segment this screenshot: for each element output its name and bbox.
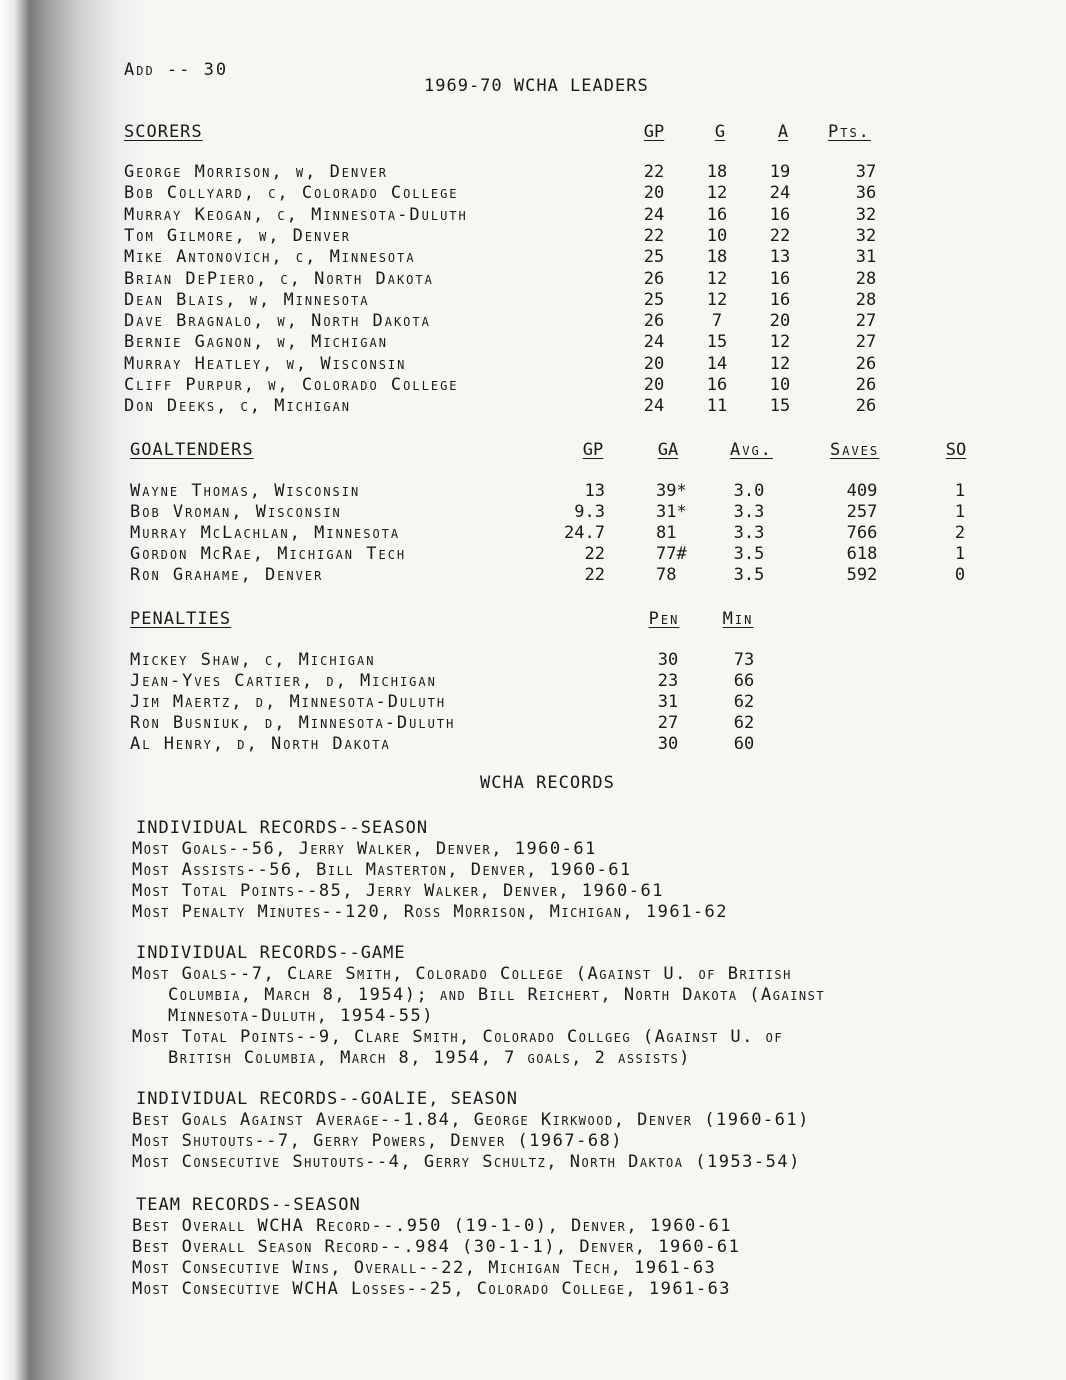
record-line: Most Total Points--85, Jerry Walker, Denver, 1960-61 [132,881,664,901]
scorer-goals: 18 [706,162,728,182]
goaltender-row [0,523,1066,544]
scorer-gp: 24 [643,332,665,353]
goaltender-avg: 3.5 [733,544,765,564]
goaltenders-col-so: SO [945,440,967,460]
goaltender-row [0,502,1066,523]
goaltender-name: Gordon McRae, Michigan Tech [130,544,407,564]
record-section-heading: INDIVIDUAL RECORDS--GAME [136,943,406,963]
scorer-row [0,354,1066,375]
scorer-goals: 10 [706,225,728,246]
scorer-assists: 19 [769,162,791,182]
penalty-row [0,734,1066,755]
scorer-row [0,162,1066,183]
scorer-goals: 12 [706,183,728,204]
scorer-assists: 16 [769,289,791,310]
penalty-count: 30 [657,650,679,670]
penalty-count: 23 [657,671,679,691]
penalty-count: 31 [657,692,679,712]
scorers-col-g: G [714,122,726,142]
scorer-goals: 12 [706,268,728,289]
penalty-minutes: 60 [733,734,755,754]
scorer-gp: 24 [643,204,665,225]
scorer-row [0,375,1066,396]
goaltenders-col-ga: GA [657,440,679,460]
penalty-player-name: Mickey Shaw, c, Michigan [130,650,376,670]
scorer-points: 27 [855,311,877,332]
scorer-name: Cliff Purpur, w, Colorado College [124,375,459,395]
record-line: Best Overall Season Record--.984 (30-1-1), Denver, 1960-61 [132,1237,741,1257]
scorer-name: Don Deeks, c, Michigan [124,396,352,417]
scorer-name: Dave Bragnalo, w, North Dakota [124,311,431,332]
scorer-goals: 7 [711,311,723,332]
scorer-row [0,290,1066,311]
penalty-minutes: 62 [733,692,755,712]
goaltender-name: Wayne Thomas, Wisconsin [130,481,361,501]
record-line: Most Consecutive Shutouts--4, Gerry Schultz, North Daktoa (1953-54) [132,1152,801,1172]
scorer-assists: 15 [769,396,791,417]
goaltender-avg: 3.3 [733,502,765,522]
record-line: Most Total Points--9, Clare Smith, Colorado Collgeg (Against U. of [132,1027,784,1047]
goaltender-ga: 39* [656,481,687,501]
goaltenders-col-saves: Saves [830,440,880,460]
record-line: Columbia, March 8, 1954); and Bill Reichert, North Dakota (Against [168,985,826,1005]
scorer-points: 36 [855,183,877,204]
scorer-row [0,183,1066,204]
scorer-name: Murray Keogan, c, Minnesota-Duluth [124,204,468,225]
scorer-assists: 22 [769,225,791,246]
penalty-player-name: Jim Maertz, d, Minnesota-Duluth [130,692,447,712]
record-line: Minnesota-Duluth, 1954-55) [168,1006,434,1026]
goaltender-saves: 766 [846,523,878,543]
scorer-gp: 20 [643,183,665,204]
scorer-row [0,205,1066,226]
goaltenders-col-avg: Avg. [730,440,773,460]
goaltender-shutouts: 1 [954,481,966,501]
scorer-points: 28 [855,289,877,310]
scorer-goals: 11 [706,396,728,417]
scorer-name: Dean Blais, w, Minnesota [124,289,370,310]
goaltender-shutouts: 2 [954,523,966,543]
scorer-points: 28 [855,268,877,289]
goaltenders-col-gp: GP [582,440,604,460]
penalty-row [0,713,1066,734]
goaltender-row [0,565,1066,586]
goaltender-name: Ron Grahame, Denver [130,565,324,585]
penalty-row [0,671,1066,692]
goaltender-gp: 22 [584,544,605,564]
scorer-points: 27 [855,332,877,353]
goaltender-shutouts: 1 [954,502,966,522]
goaltender-saves: 409 [846,481,878,501]
scorer-gp: 20 [643,375,665,395]
scorer-row [0,396,1066,417]
goaltenders-heading: GOALTENDERS [130,440,254,460]
penalty-player-name: Al Henry, d, North Dakota [130,734,391,754]
scorer-gp: 26 [643,268,665,289]
scorer-points: 31 [855,247,877,268]
scorers-col-a: A [777,122,789,142]
goaltender-shutouts: 1 [954,544,966,564]
scorers-col-gp: GP [643,122,665,142]
record-line: Most Shutouts--7, Gerry Powers, Denver (1967-68) [132,1131,624,1151]
scorer-assists: 13 [769,247,791,268]
scorer-row [0,269,1066,290]
goaltender-saves: 618 [846,544,878,564]
scorer-row [0,247,1066,268]
scorer-gp: 26 [643,311,665,332]
record-line: Most Penalty Minutes--120, Ross Morrison, Michigan, 1961-62 [132,902,729,922]
scorer-goals: 16 [706,375,728,395]
goaltender-saves: 257 [846,502,878,522]
scorer-assists: 24 [769,183,791,204]
records-title: WCHA RECORDS [480,773,615,793]
scorer-gp: 22 [643,225,665,246]
goaltender-saves: 592 [846,565,878,585]
goaltender-gp: 9.3 [574,502,605,522]
scorers-heading: SCORERS [124,122,203,142]
scorer-name: Murray Heatley, w, Wisconsin [124,353,407,374]
record-line: Most Goals--7, Clare Smith, Colorado College (Against U. of British [132,964,792,984]
scorer-name: Brian DePiero, c, North Dakota [124,268,434,289]
scorer-row [0,332,1066,353]
penalty-minutes: 62 [733,713,755,733]
scorer-name: Bob Collyard, c, Colorado College [124,183,459,204]
penalty-count: 30 [657,734,679,754]
goaltender-row [0,544,1066,565]
scorer-points: 32 [855,204,877,225]
scorer-name: George Morrison, w, Denver [124,162,388,182]
goaltender-ga: 31* [656,502,687,522]
penalties-col-pen: Pen [648,609,680,629]
record-line: Best Overall WCHA Record--.950 (19-1-0), Denver, 1960-61 [132,1216,732,1236]
record-line: British Columbia, March 8, 1954, 7 goals, 2 assists) [168,1048,691,1068]
penalties-heading: PENALTIES [130,609,232,629]
goaltender-avg: 3.0 [733,481,765,501]
goaltender-gp: 22 [584,565,605,585]
goaltender-name: Bob Vroman, Wisconsin [130,502,342,522]
scorer-points: 26 [855,375,877,395]
record-line: Most Consecutive WCHA Losses--25, Colorado College, 1961-63 [132,1279,732,1299]
penalty-minutes: 66 [733,671,755,691]
record-line: Most Consecutive Wins, Overall--22, Michigan Tech, 1961-63 [132,1258,717,1278]
scorer-gp: 25 [643,289,665,310]
penalty-player-name: Ron Busniuk, d, Minnesota-Duluth [130,713,456,733]
penalty-count: 27 [657,713,679,733]
scorer-gp: 22 [643,162,665,182]
goaltender-name: Murray McLachlan, Minnesota [130,523,401,543]
record-section-heading: INDIVIDUAL RECORDS--SEASON [136,818,429,838]
scorer-points: 26 [855,353,877,374]
scorer-gp: 20 [643,353,665,374]
scorer-name: Mike Antonovich, c, Minnesota [124,247,416,268]
record-section-heading: INDIVIDUAL RECORDS--GOALIE, SEASON [136,1089,518,1109]
penalty-player-name: Jean-Yves Cartier, d, Michigan [130,671,437,691]
record-line: Best Goals Against Average--1.84, George Kirkwood, Denver (1960-61) [132,1110,810,1130]
goaltender-row [0,481,1066,502]
scorer-goals: 15 [706,332,728,353]
scorer-assists: 10 [769,375,791,395]
penalty-row [0,692,1066,713]
scorer-assists: 20 [769,311,791,332]
scorer-assists: 12 [769,353,791,374]
record-section-heading: TEAM RECORDS--SEASON [136,1195,361,1215]
scorer-goals: 12 [706,289,728,310]
scorer-name: Bernie Gagnon, w, Michigan [124,332,388,353]
scorers-col-pts: Pts. [828,122,871,142]
scorer-goals: 18 [706,247,728,268]
scorer-row [0,226,1066,247]
scorer-goals: 14 [706,353,728,374]
record-line: Most Assists--56, Bill Masterton, Denver, 1960-61 [132,860,632,880]
goaltender-avg: 3.3 [733,523,765,543]
page-title: 1969-70 WCHA LEADERS [424,76,649,96]
scorer-points: 37 [855,162,877,182]
scorer-assists: 16 [769,204,791,225]
scorer-assists: 12 [769,332,791,353]
penalty-minutes: 73 [733,650,755,670]
goaltender-ga: 78 [656,565,677,585]
goaltender-ga: 81 [656,523,677,543]
scorer-goals: 16 [706,204,728,225]
scorer-row [0,311,1066,332]
scorer-gp: 24 [643,396,665,417]
record-line: Most Goals--56, Jerry Walker, Denver, 1960-61 [132,839,597,859]
goaltender-avg: 3.5 [733,565,765,585]
scorer-assists: 16 [769,268,791,289]
penalties-col-min: Min [722,609,754,629]
goaltender-ga: 77# [656,544,687,564]
scorer-gp: 25 [643,247,665,268]
penalty-row [0,650,1066,671]
scorer-points: 32 [855,225,877,246]
goaltender-shutouts: 0 [954,565,966,585]
page-number-label: Add -- 30 [124,60,229,80]
scorer-name: Tom Gilmore, w, Denver [124,225,352,246]
goaltender-gp: 13 [584,481,605,501]
goaltender-gp: 24.7 [564,523,605,543]
scorer-points: 26 [855,396,877,417]
